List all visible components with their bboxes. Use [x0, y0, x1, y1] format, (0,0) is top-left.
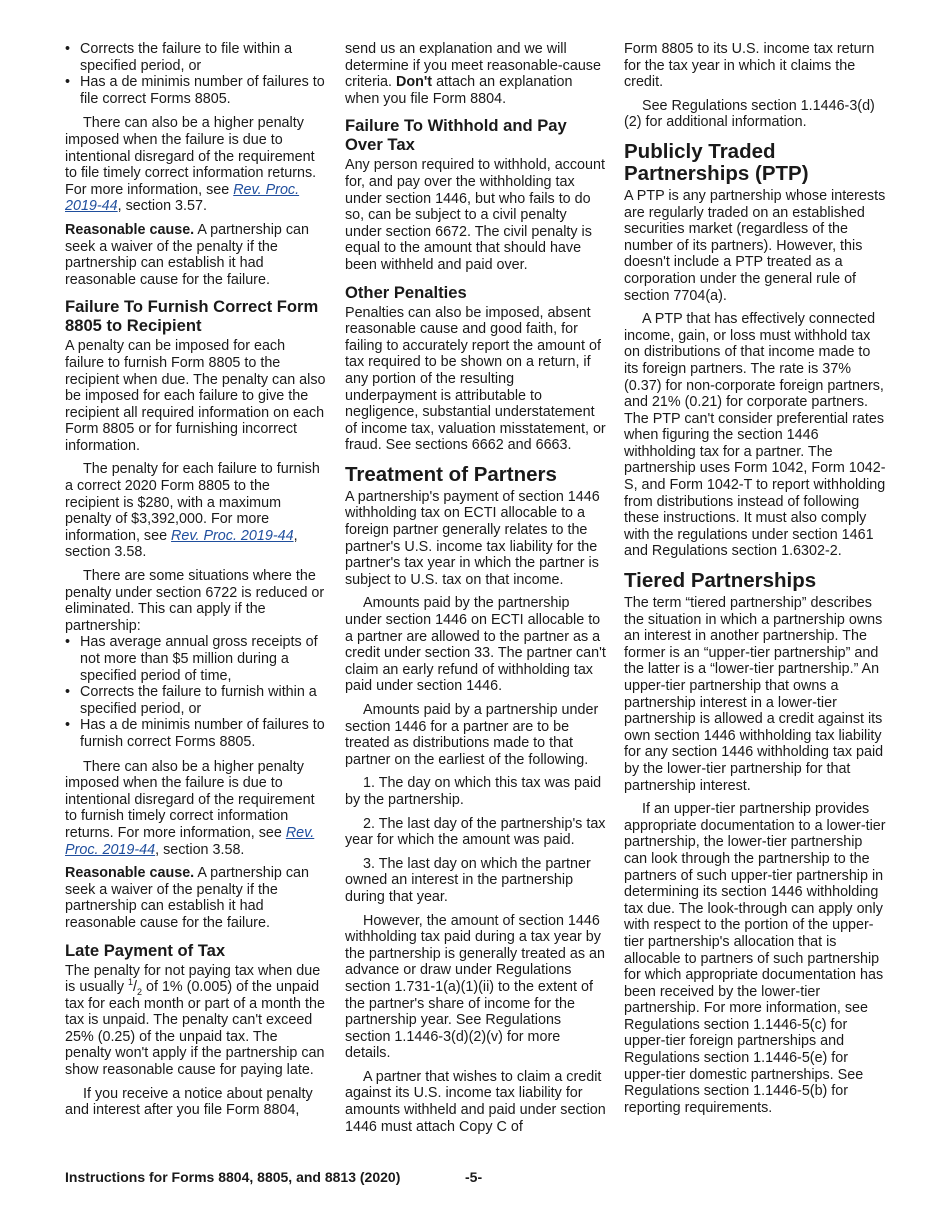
paragraph: Penalties can also be imposed, absent reasonable cause and good faith, for failing to accurately report the amount of tax required to be shown on a return, if any portion of the resulting underpayment is attributable to negligence, substantial understatement of income tax, valuation misstatement, or fraud. See sections 6662 and 6663.	[345, 304, 606, 454]
bullet-item: • Corrects the failure to furnish within a specified period, or	[65, 684, 327, 717]
major-heading: Treatment of Partners	[345, 462, 557, 486]
paragraph: If an upper-tier partnership provides appropriate documentation to a lower-tier partnership, the lower-tier partnership can look through the partnership to the partners of such upper-tier partnership in determining its section 1446 withholding tax due. The look-through can apply only with respect to the portion of the upper-tier partnership's allocation that is allocable to partners of such partnership for which appropriate documentation has been received by the lower-tier partnership. For more information, see Regulations section 1.1446-5(c) for upper-tier foreign partnerships and Regulations section 1.1446-5(e) for upper-tier domestic partnerships. See Regulations section 1.1446-5(b) for reporting requirements.	[624, 801, 886, 1116]
paragraph: Any person required to withhold, account for, and pay over the withholding tax under section 1446, but who fails to do so, can be subject to a civil penalty under section 6672. The civil penalty is equal to the amount that should have been withheld and paid over.	[345, 157, 605, 273]
rev-proc-link[interactable]: Rev. Proc. 2019-44	[171, 527, 294, 544]
column-left	[65, 41, 327, 1126]
paragraph: Amounts paid by the partnership under section 1446 on ECTI allocable to a partner are allowed to the partner as a credit under section 33. The partner can't claim an early refund of withholding tax paid under section 1446.	[345, 595, 606, 695]
section-heading: Other Penalties	[345, 282, 467, 302]
paragraph: A penalty can be imposed for each failure to furnish Form 8805 to the recipient when due. The penalty can also be imposed for each failure to give the recipient all required information on each Form 8805 or for furnishing incorrect information.	[65, 338, 326, 454]
paragraph: Amounts paid by a partnership under section 1446 for a partner are to be treated as distributions made to that partner on the earliest of the following.	[345, 702, 599, 768]
paragraph: A partnership's payment of section 1446 withholding tax on ECTI allocable to a foreign partner generally relates to the partner's U.S. income tax liability for the partner's tax year in which the partner is subject to U.S. tax on that income.	[345, 488, 600, 588]
paragraph: There are some situations where the penalty under section 6722 is reduced or eliminated. This can apply if the partnership:	[65, 568, 325, 634]
bullet-item: • Has average annual gross receipts of not more than $5 million during a specified period of time,	[65, 634, 327, 684]
paragraph: However, the amount of section 1446 withholding tax paid during a tax year by the partnership is generally treated as an advance or draw under Regulations section 1.731-1(a)(1)(ii) to the extent of the partner's share of income for the partnership year. See Regulations section 1.1446-3(d)(2)(v) for more details.	[345, 912, 605, 1062]
paragraph: Form 8805 to its U.S. income tax return for the tax year in which it claims the credit.	[624, 41, 875, 91]
page-number: -5-	[465, 1169, 483, 1185]
paragraph: send us an explanation and we will determine if you meet reasonable-cause criteria. Don't attach an explanation when you file Form 8804.	[345, 41, 601, 107]
paragraph: If you receive a notice about penalty and interest after you file Form 8804,	[65, 1085, 313, 1119]
bullet-item: • Has a de minimis number of failures to furnish correct Forms 8805.	[65, 717, 327, 750]
rev-proc-link[interactable]: Rev. Proc. 2019-44	[65, 824, 315, 858]
column-right	[624, 41, 888, 1123]
paragraph: The penalty for not paying tax when due is usually $^1/_2$ of 1% (0.005) of the unpaid tax for each month or part of a month the tax is unpaid. The penalty can't exceed 25% (0.25) of the unpaid tax. The penalty won't apply if the partnership can show reasonable cause for paying late.	[65, 962, 325, 1079]
footer-title: Instructions for Forms 8804, 8805, and 8813 (2020)	[65, 1169, 401, 1185]
major-heading: Tiered Partnerships	[624, 569, 817, 593]
numbered-item: 3. The last day on which the partner owned an interest in the partnership during that year.	[345, 855, 591, 905]
bullet-item: • Has a de minimis number of failures to file correct Forms 8805.	[65, 74, 327, 107]
reasonable-cause-paragraph: Reasonable cause. A partnership can seek a waiver of the penalty if the partnership can establish it had reasonable cause for the failure.	[65, 221, 309, 288]
paragraph: A partner that wishes to claim a credit against its U.S. income tax liability for amounts withheld and paid under section 1446 must attach Copy C of	[345, 1068, 606, 1135]
paragraph: There can also be a higher penalty imposed when the failure is due to intentional disregard of the requirement to file timely correct information returns. For more information, see Rev. Proc. 2019-44, section 3.57.	[65, 115, 317, 215]
paragraph: There can also be a higher penalty imposed when the failure is due to intentional disregard of the requirement to furnish timely correct information returns. For more information, see Rev. Proc. 2019-44, section 3.58.	[65, 758, 315, 858]
paragraph: The penalty for each failure to furnish a correct 2020 Form 8805 to the recipient is $280, with a maximum penalty of $3,392,000. For more information, see Rev. Proc. 2019-44, section 3.58.	[65, 461, 320, 561]
section-heading: Late Payment of Tax	[65, 940, 226, 960]
paragraph: A PTP that has effectively connected income, gain, or loss must withhold tax on distributions of that income made to its foreign partners. The rate is 37% (0.37) for non-corporate foreign partners, and 21% (0.21) for corporate partners. The PTP can't consider preferential rates when figuring the section 1446 withholding tax for a partner. The partnership uses Form 1042, Form 1042-S, and Form 1042-T to report withholding from distributions instead of following these instructions. It must also comply with the regulations under section 1461 and Regulations section 1.6302-2.	[624, 311, 886, 560]
paragraph: A PTP is any partnership whose interests are regularly traded on an established securities market (regardless of the number of its partners). However, this doesn't include a PTP treated as a corporation under the general rule of section 7704(a).	[624, 187, 886, 304]
section-heading: Failure To Furnish Correct Form 8805 to Recipient	[65, 297, 319, 336]
numbered-item: 2. The last day of the partnership's tax year for which the amount was paid.	[345, 815, 606, 849]
major-heading: Publicly Traded Partnerships (PTP)	[624, 139, 809, 185]
bullet-item: • Corrects the failure to file within a specified period, or	[65, 41, 327, 74]
numbered-item: 1. The day on which this tax was paid by the partnership.	[345, 775, 602, 808]
paragraph: See Regulations section 1.1446-3(d)(2) for additional information.	[624, 97, 875, 131]
paragraph: The term “tiered partnership” describes the situation in which a partnership owns an interest in another partnership. The former is an “upper-tier partnership” and the latter is a “lower-tier partnership.” An upper-tier partnership that owns a partnership interest in a lower-tier partnership is allowed a credit against its own section 1446 withholding tax liability for any section 1446 withholding tax paid by the lower-tier partnership for that partnership interest.	[624, 595, 884, 794]
section-heading: Failure To Withhold and Pay Over Tax	[345, 116, 567, 155]
reasonable-cause-paragraph: Reasonable cause. A partnership can seek a waiver of the penalty if the partnership can establish it had reasonable cause for the failure.	[65, 865, 309, 931]
rev-proc-link[interactable]: Rev. Proc. 2019-44	[65, 181, 300, 215]
column-middle	[345, 41, 607, 1142]
